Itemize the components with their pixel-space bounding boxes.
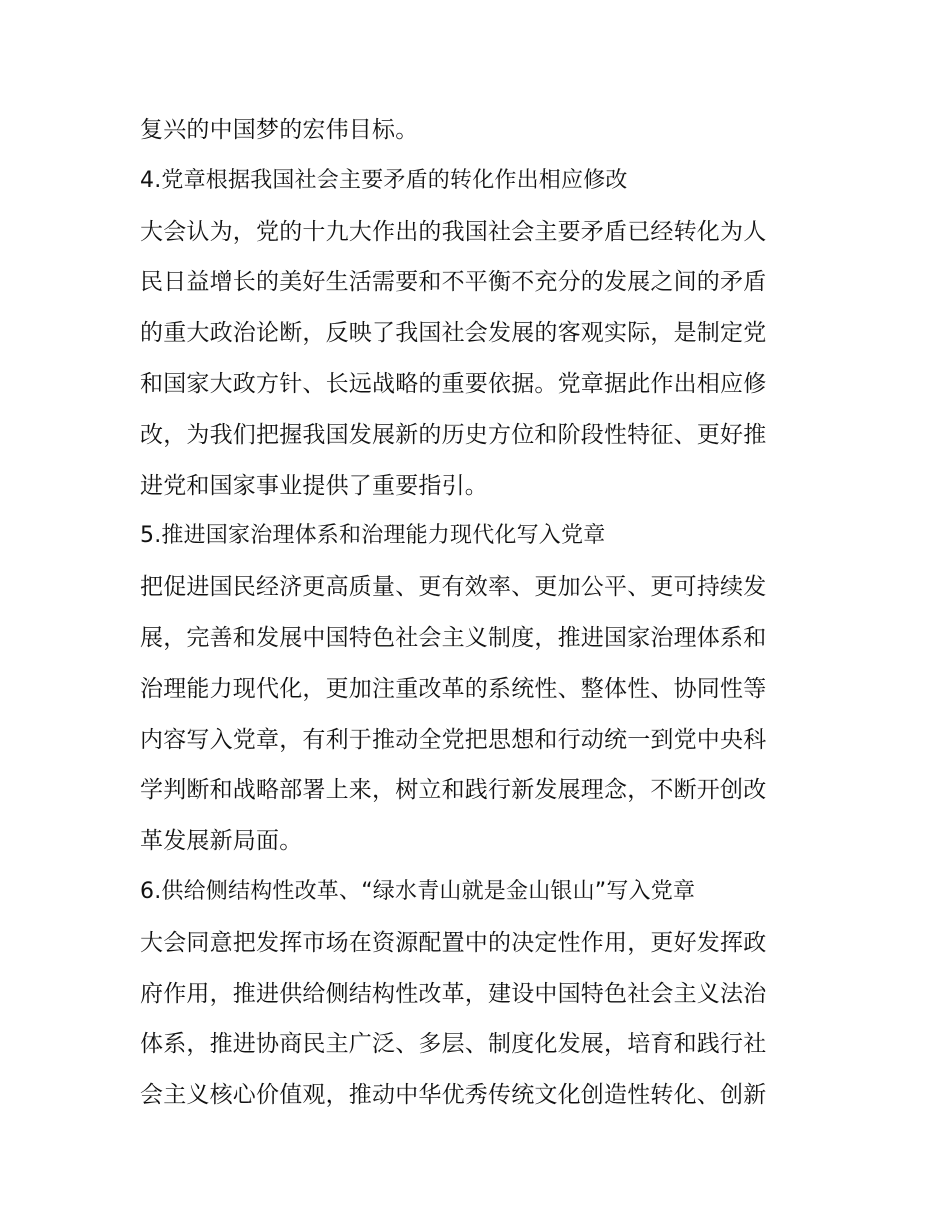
section-5-line-6: 革发展新局面。: [140, 828, 303, 855]
section-4-line-3: 的重大政治论断，反映了我国社会发展的客观实际，是制定党: [140, 320, 767, 347]
document-page: [140, 105, 820, 1121]
section-6-line-4: 会主义核心价值观，推动中华优秀传统文化创造性转化、创新: [140, 1082, 767, 1109]
section-4-heading: 4.党章根据我国社会主要矛盾的转化作出相应修改: [140, 167, 628, 193]
section-4: [140, 156, 820, 512]
section-5-line-3: 治理能力现代化，更加注重改革的系统性、整体性、协同性等: [140, 675, 767, 702]
section-4-line-4: 和国家大政方针、长远战略的重要依据。党章据此作出相应修: [140, 370, 767, 397]
section-6-heading: 6.供给侧结构性改革、“绿水青山就是金山银山”写入党章: [140, 878, 696, 904]
section-5-heading: 5.推进国家治理体系和治理能力现代化写入党章: [140, 523, 606, 549]
section-6-line-3: 体系，推进协商民主广泛、多层、制度化发展，培育和践行社: [140, 1031, 767, 1058]
section-5-line-2: 展，完善和发展中国特色社会主义制度，推进国家治理体系和: [140, 624, 767, 651]
section-6: [140, 867, 820, 1121]
section-4-line-2: 民日益增长的美好生活需要和不平衡不充分的发展之间的矛盾: [140, 269, 767, 296]
section-5-line-4: 内容写入党章，有利于推动全党把思想和行动统一到党中央科: [140, 726, 767, 753]
continuation-line: 复兴的中国梦的宏伟目标。: [140, 117, 419, 143]
section-5-line-1: 把促进国民经济更高质量、更有效率、更加公平、更可持续发: [140, 574, 767, 601]
section-4-line-6: 进党和国家事业提供了重要指引。: [140, 472, 488, 499]
section-4-line-1: 大会认为，党的十九大作出的我国社会主要矛盾已经转化为人: [140, 218, 767, 245]
section-6-line-1: 大会同意把发挥市场在资源配置中的决定性作用，更好发挥政: [140, 929, 767, 956]
section-5: [140, 511, 820, 867]
section-5-line-5: 学判断和战略部署上来，树立和践行新发展理念，不断开创改: [140, 777, 767, 804]
section-4-line-5: 改，为我们把握我国发展新的历史方位和阶段性特征、更好推: [140, 421, 767, 448]
section-6-line-2: 府作用，推进供给侧结构性改革，建设中国特色社会主义法治: [140, 980, 767, 1007]
